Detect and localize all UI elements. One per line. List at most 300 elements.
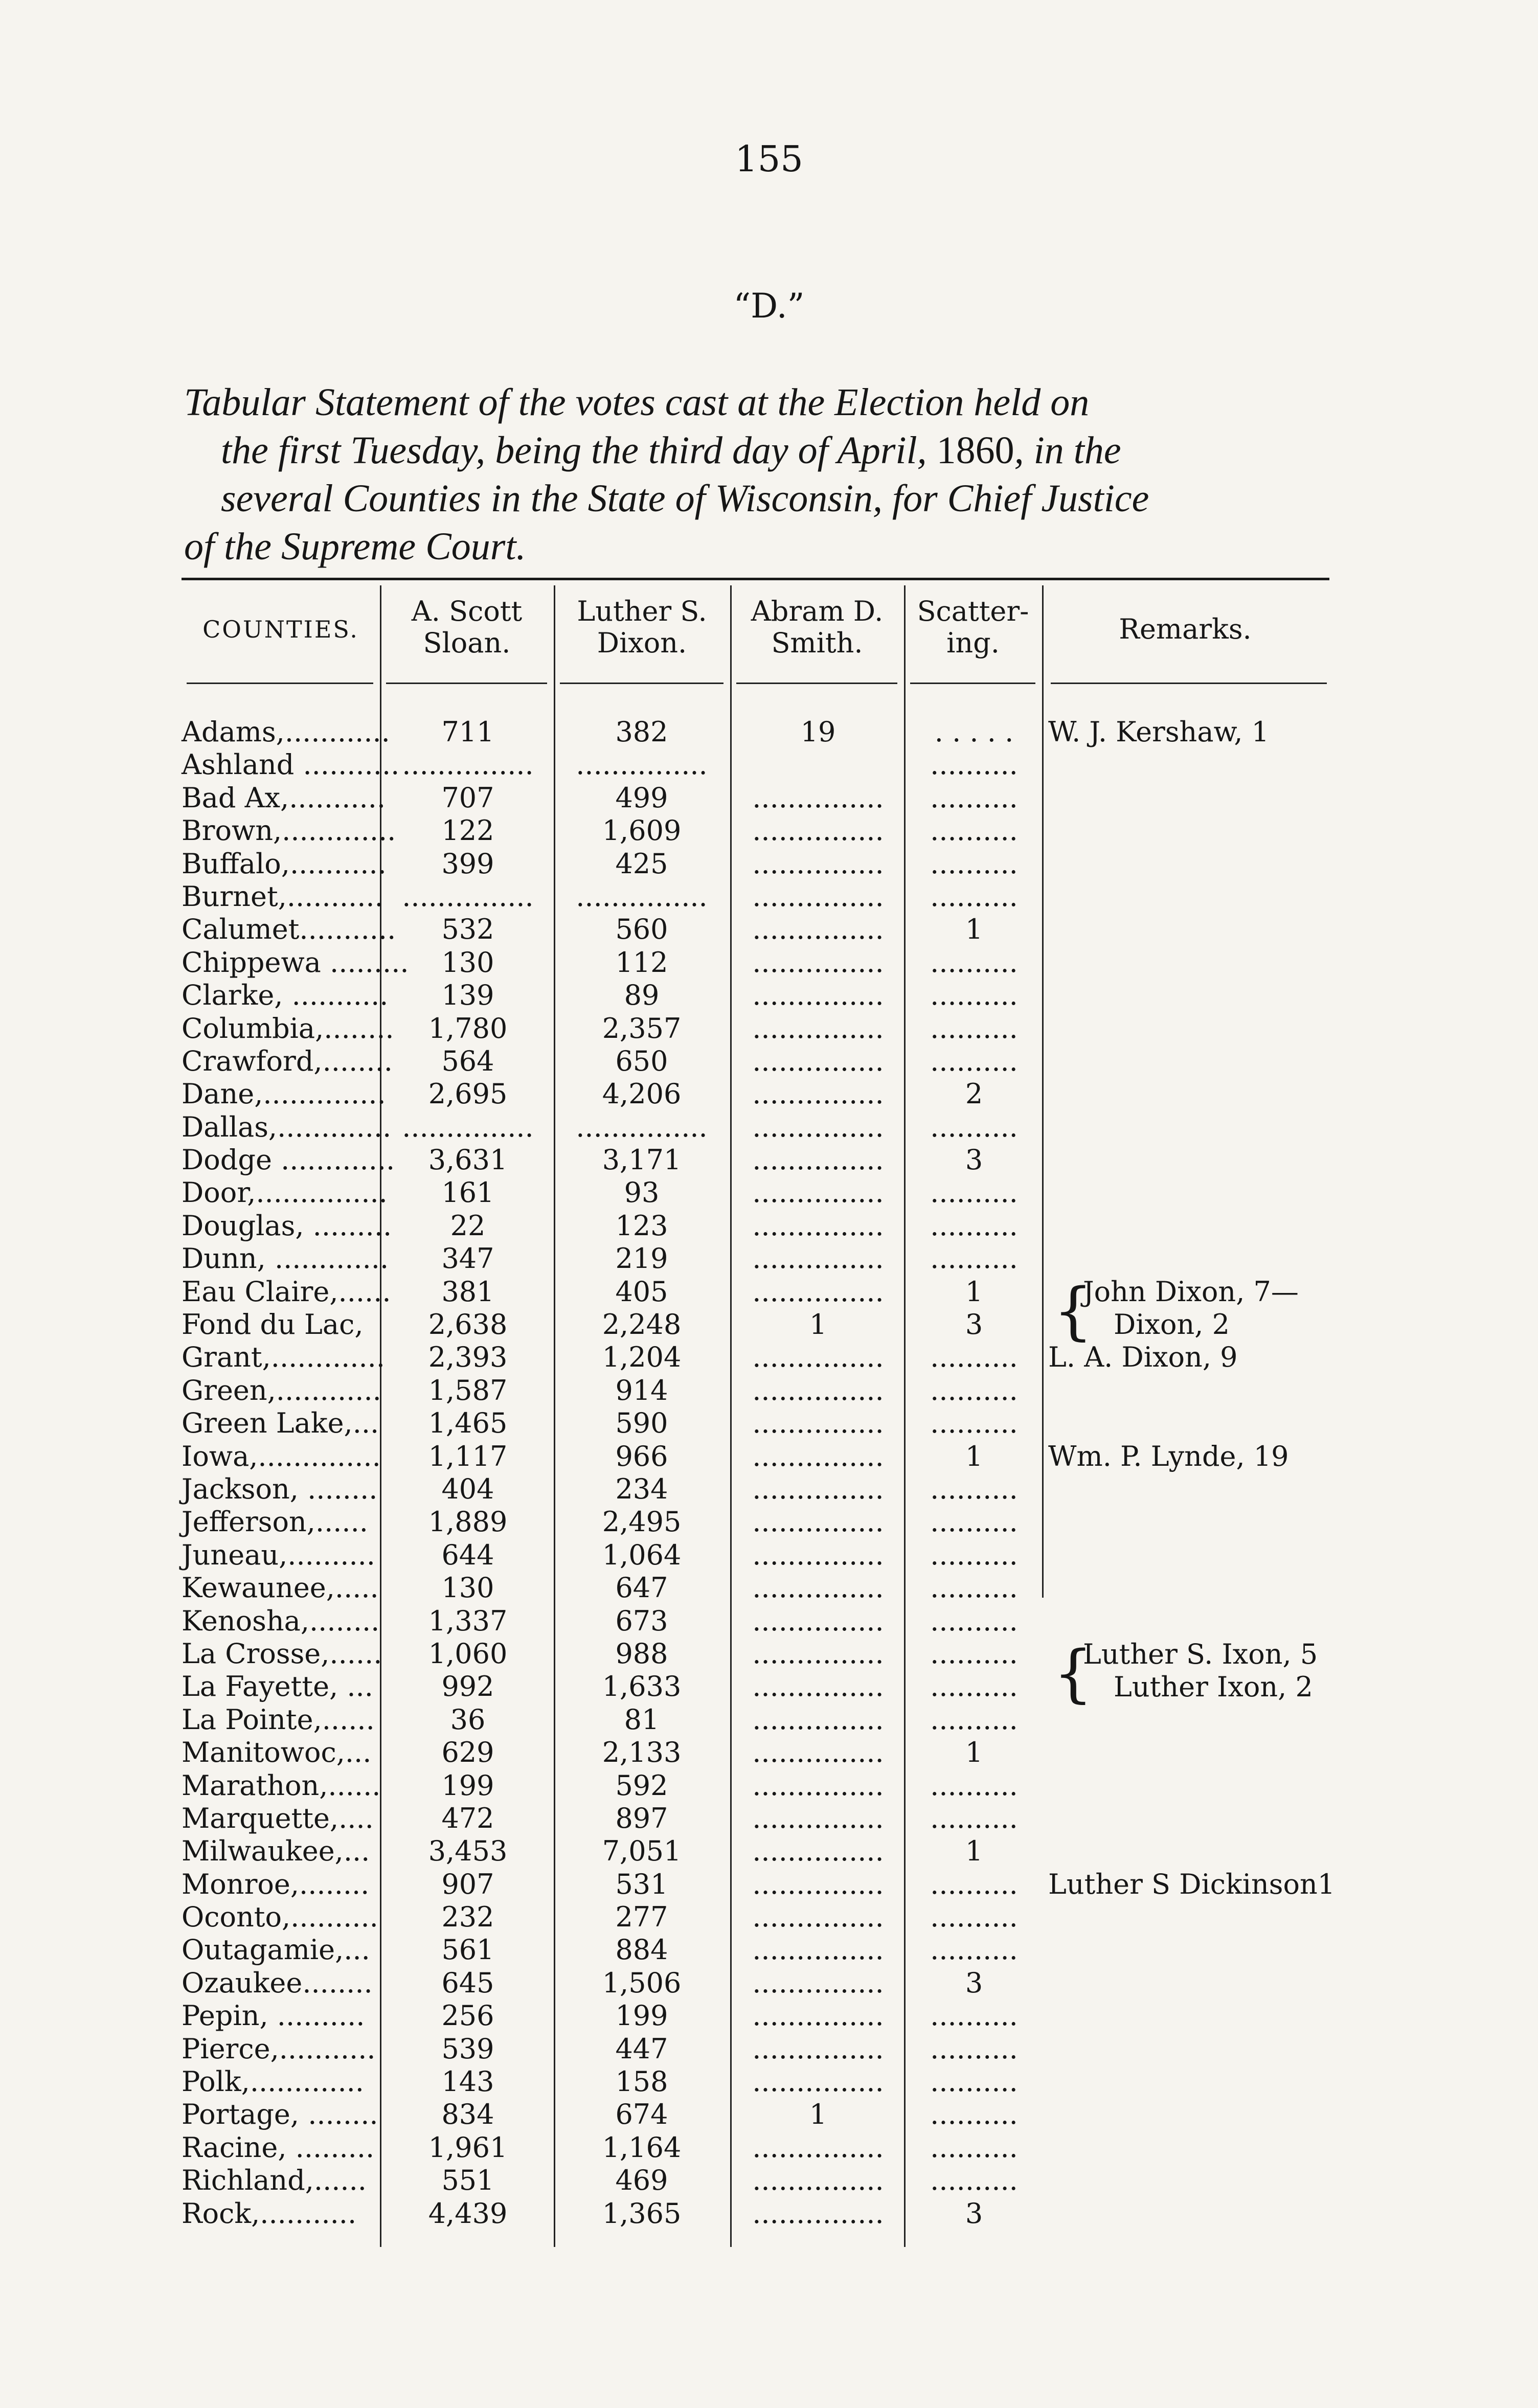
smith-votes: ...............: [752, 2197, 884, 2230]
smith-votes: ...............: [752, 1637, 884, 1670]
sloan-votes: 645: [441, 1966, 494, 1999]
header-dixon-line-2: Dixon.: [597, 627, 687, 659]
smith-votes: ...............: [752, 1868, 884, 1900]
smith-votes: ...............: [752, 1506, 884, 1538]
dixon-votes: 650: [615, 1044, 668, 1077]
scattering-votes: 3: [965, 1308, 983, 1341]
county-cell: Clarke, ...........: [182, 979, 389, 1012]
sloan-votes: 3,453: [428, 1835, 508, 1868]
heading: “D.”: [733, 286, 805, 326]
sloan-votes: 644: [441, 1538, 494, 1571]
table-row: [182, 1802, 1329, 1835]
sloan-votes: 551: [441, 2164, 494, 2197]
county-cell: Marathon,......: [182, 1769, 381, 1802]
sloan-votes: 539: [441, 2032, 494, 2065]
scattering-votes: ..........: [930, 1209, 1018, 1242]
scattering-votes: ..........: [930, 1374, 1018, 1406]
dixon-votes: 7,051: [602, 1835, 682, 1868]
sloan-votes: 2,695: [428, 1078, 508, 1110]
dixon-votes: 425: [615, 847, 668, 880]
table-body: [182, 716, 1336, 2230]
table-row: [182, 1012, 1329, 1045]
table-row: [182, 2164, 1329, 2197]
scattering-votes: ..........: [930, 1769, 1018, 1802]
table-row: [182, 1539, 1329, 1572]
dixon-votes: 673: [615, 1604, 668, 1637]
brace-glyph: {: [1053, 1275, 1093, 1347]
dixon-votes: 2,248: [602, 1308, 682, 1341]
dixon-votes: 469: [615, 2164, 668, 2197]
sloan-votes: 1,060: [428, 1637, 508, 1670]
table-row: [182, 1506, 1329, 1538]
title-line-2-start: the first Tuesday, being the third day of April,: [221, 429, 927, 472]
dixon-votes: 1,609: [602, 814, 682, 847]
header-sloan-line-1: A. Scott: [411, 595, 523, 627]
county-cell: La Crosse,......: [182, 1637, 382, 1670]
county-cell: Kenosha,........: [182, 1604, 380, 1637]
county-cell: Jackson, ........: [182, 1472, 378, 1505]
county-cell: Jefferson,......: [182, 1506, 368, 1538]
table-row: [182, 1374, 1329, 1407]
scattering-votes: ..........: [930, 847, 1018, 880]
table-row: [182, 1901, 1329, 1934]
scattering-votes: ..........: [930, 979, 1018, 1012]
sloan-votes: 3,631: [428, 1144, 508, 1176]
county-cell: Fond du Lac,: [182, 1308, 364, 1341]
scattering-votes: ..........: [930, 1637, 1018, 1670]
sloan-votes: 36: [450, 1703, 486, 1736]
header-rule: [560, 683, 723, 684]
smith-votes: ...............: [752, 1472, 884, 1505]
table-row: [182, 1769, 1329, 1802]
scattering-votes: ..........: [930, 1110, 1018, 1143]
dixon-votes: 592: [615, 1769, 668, 1802]
smith-votes: ...............: [752, 880, 884, 913]
county-cell: Kewaunee,.....: [182, 1572, 379, 1604]
sloan-votes: 2,638: [428, 1308, 508, 1341]
county-cell: Juneau,..........: [182, 1538, 375, 1571]
county-cell: Bad Ax,...........: [182, 781, 386, 814]
sloan-votes: 4,439: [428, 2197, 508, 2230]
scattering-votes: 1: [965, 1275, 983, 1308]
table-row: [182, 1703, 1329, 1736]
table-row: [182, 979, 1329, 1012]
dixon-votes: 560: [615, 913, 668, 946]
smith-votes: ...............: [752, 1703, 884, 1736]
smith-votes: ...............: [752, 1209, 884, 1242]
table-row: [182, 2033, 1329, 2065]
sloan-votes: 629: [441, 1736, 494, 1769]
sloan-votes: 711: [441, 716, 494, 748]
smith-votes: ...............: [752, 1176, 884, 1209]
dixon-votes: 81: [624, 1703, 660, 1736]
scattering-votes: ..........: [930, 1538, 1018, 1571]
smith-votes: 1: [809, 1308, 827, 1341]
scattering-votes: 3: [965, 1144, 983, 1176]
smith-votes: ...............: [752, 1604, 884, 1637]
header-remarks: Remarks.: [1119, 613, 1252, 645]
table-row: [182, 1440, 1329, 1473]
dixon-votes: 382: [615, 716, 668, 748]
smith-votes: ...............: [752, 946, 884, 979]
brace-remark-line: Luther Ixon, 2: [1114, 1671, 1313, 1703]
table-row: [182, 716, 1329, 748]
dixon-votes: 447: [615, 2032, 668, 2065]
scattering-votes: ..........: [930, 2000, 1018, 2032]
county-cell: Outagamie,...: [182, 1934, 370, 1966]
smith-votes: ...............: [752, 1736, 884, 1769]
table-row: [182, 2065, 1329, 2098]
scattering-votes: 1: [965, 913, 983, 946]
scattering-votes: ..........: [930, 1670, 1018, 1703]
table-row: [182, 1242, 1329, 1275]
smith-votes: ...............: [752, 1012, 884, 1044]
table-row: [182, 1934, 1329, 1966]
county-cell: Dunn, .............: [182, 1242, 389, 1275]
sloan-votes: ...............: [402, 748, 534, 781]
county-cell: Marquette,....: [182, 1802, 374, 1834]
dixon-votes: 123: [615, 1209, 668, 1242]
smith-votes: ...............: [752, 781, 884, 814]
sloan-votes: 2,393: [428, 1341, 508, 1374]
header-dixon-line-1: Luther S.: [577, 595, 707, 627]
votes-table: [182, 585, 1336, 2247]
table-row: [182, 748, 1329, 781]
sloan-votes: 1,587: [428, 1374, 508, 1406]
table-row: [182, 1341, 1329, 1374]
table-row: [182, 1473, 1329, 1506]
sloan-votes: 532: [441, 913, 494, 946]
sloan-votes: 1,117: [428, 1440, 508, 1472]
dixon-votes: 1,204: [602, 1341, 682, 1374]
header-scattering-line-2: ing.: [946, 627, 1000, 659]
scattering-votes: ..........: [930, 1802, 1018, 1834]
dixon-votes: 499: [615, 781, 668, 814]
sloan-votes: ...............: [402, 1110, 534, 1143]
scattering-votes: ..........: [930, 1341, 1018, 1374]
table-row: [182, 913, 1329, 946]
county-cell: Door,...............: [182, 1176, 388, 1209]
table-row: [182, 2197, 1329, 2230]
sloan-votes: 1,780: [428, 1012, 508, 1044]
table-row: [182, 1572, 1329, 1604]
sloan-votes: 130: [441, 1572, 494, 1604]
scattering-votes: ..........: [930, 2098, 1018, 2131]
smith-votes: ...............: [752, 1110, 884, 1143]
sloan-votes: 564: [441, 1044, 494, 1077]
dixon-votes: 966: [615, 1440, 668, 1472]
county-cell: Ozaukee........: [182, 1966, 373, 1999]
smith-votes: ...............: [752, 1144, 884, 1176]
county-cell: Buffalo,...........: [182, 847, 387, 880]
header-rule: [386, 683, 547, 684]
smith-votes: ...............: [752, 1275, 884, 1308]
smith-votes: 1: [809, 2098, 827, 2131]
scattering-votes: ..........: [930, 1012, 1018, 1044]
title-line-4: of the Supreme Court.: [184, 525, 526, 568]
sloan-votes: ...............: [402, 880, 534, 913]
dixon-votes: 1,633: [602, 1670, 682, 1703]
remarks-cell: Wm. P. Lynde, 19: [1048, 1440, 1289, 1472]
sloan-votes: 707: [441, 781, 494, 814]
dixon-votes: 1,506: [602, 1966, 682, 1999]
dixon-votes: 647: [615, 1572, 668, 1604]
dixon-votes: 93: [624, 1176, 660, 1209]
scattering-votes: ..........: [930, 2131, 1018, 2164]
table-row: [182, 946, 1329, 979]
scattering-votes: ..........: [930, 1703, 1018, 1736]
smith-votes: ...............: [752, 1242, 884, 1275]
header-scattering: [904, 596, 1042, 659]
scattering-votes: ..........: [930, 1934, 1018, 1966]
dixon-votes: 234: [615, 1472, 668, 1505]
county-cell: Green Lake,...: [182, 1407, 379, 1440]
scattering-votes: 3: [965, 1966, 983, 1999]
table-row: [182, 880, 1329, 913]
dixon-votes: 199: [615, 2000, 668, 2032]
page-number: 155: [735, 138, 803, 180]
brace-glyph: {: [1053, 1637, 1093, 1710]
smith-votes: ...............: [752, 2000, 884, 2032]
table-title: [184, 378, 1360, 571]
county-cell: Burnet,...........: [182, 880, 383, 913]
county-cell: Columbia,........: [182, 1012, 394, 1044]
scattering-votes: ..........: [930, 2164, 1018, 2197]
smith-votes: ...............: [752, 2032, 884, 2065]
scattering-votes: ..........: [930, 1572, 1018, 1604]
smith-votes: ...............: [752, 1769, 884, 1802]
smith-votes: ...............: [752, 1802, 884, 1834]
dixon-votes: 988: [615, 1637, 668, 1670]
table-row: [182, 1111, 1329, 1144]
county-cell: La Pointe,......: [182, 1703, 375, 1736]
header-dixon: [554, 596, 730, 659]
smith-votes: ...............: [752, 1078, 884, 1110]
scattering-votes: ..........: [930, 2032, 1018, 2065]
county-cell: Manitowoc,...: [182, 1736, 372, 1769]
dixon-votes: 3,171: [602, 1144, 682, 1176]
county-cell: Milwaukee,...: [182, 1835, 370, 1868]
dixon-votes: 158: [615, 2065, 668, 2098]
dixon-votes: 89: [624, 979, 660, 1012]
table-row: [182, 1736, 1329, 1769]
header-scattering-line-1: Scatter-: [917, 595, 1029, 627]
table-row: [182, 1176, 1329, 1209]
county-cell: Green,............: [182, 1374, 381, 1406]
table-row: [182, 1835, 1329, 1868]
remarks-cell: W. J. Kershaw, 1: [1048, 716, 1270, 748]
dixon-votes: 112: [615, 946, 668, 979]
county-cell: Racine, .........: [182, 2131, 375, 2164]
dixon-votes: 531: [615, 1868, 668, 1900]
county-cell: Chippewa .........: [182, 946, 409, 979]
dixon-votes: 219: [615, 1242, 668, 1275]
sloan-votes: 347: [441, 1242, 494, 1275]
dixon-votes: 2,495: [602, 1506, 682, 1538]
smith-votes: ...............: [752, 1044, 884, 1077]
sloan-votes: 232: [441, 1901, 494, 1934]
top-rule: [182, 578, 1329, 580]
table-row: [182, 2000, 1329, 2032]
dixon-votes: ...............: [576, 880, 708, 913]
header-smith: [730, 596, 904, 659]
scattering-votes: ..........: [930, 880, 1018, 913]
sloan-votes: 992: [441, 1670, 494, 1703]
smith-votes: ...............: [752, 1440, 884, 1472]
header-rule: [736, 683, 897, 684]
county-cell: Monroe,........: [182, 1868, 370, 1900]
dixon-votes: 884: [615, 1934, 668, 1966]
sloan-votes: 381: [441, 1275, 494, 1308]
brace-remark-line: Dixon, 2: [1114, 1308, 1230, 1341]
table-row: [182, 782, 1329, 814]
dixon-votes: 1,164: [602, 2131, 682, 2164]
smith-votes: ...............: [752, 847, 884, 880]
smith-votes: ...............: [752, 1572, 884, 1604]
smith-votes: ...............: [752, 2131, 884, 2164]
sloan-votes: 1,961: [428, 2131, 508, 2164]
scattering-votes: ..........: [930, 1044, 1018, 1077]
sloan-votes: 1,465: [428, 1407, 508, 1440]
dixon-votes: 1,064: [602, 1538, 682, 1571]
scattering-votes: ..........: [930, 946, 1018, 979]
smith-votes: ...............: [752, 1901, 884, 1934]
sloan-votes: 22: [450, 1209, 486, 1242]
table-row: [182, 1078, 1329, 1110]
header-smith-line-2: Smith.: [771, 627, 863, 659]
county-cell: Crawford,........: [182, 1044, 393, 1077]
title-line-3: several Counties in the State of Wisconsin, for Chief Justice: [221, 477, 1149, 520]
table-row: [182, 814, 1329, 847]
table-row: [182, 848, 1329, 880]
scattering-votes: 3: [965, 2197, 983, 2230]
header-counties: COUNTIES.: [202, 616, 359, 643]
remarks-cell: Luther S Dickinson1: [1048, 1868, 1336, 1900]
scattering-votes: ..........: [930, 1407, 1018, 1440]
brace-remark-line: Luther S. Ixon, 5: [1083, 1638, 1318, 1670]
sloan-votes: 256: [441, 2000, 494, 2032]
dixon-votes: 590: [615, 1407, 668, 1440]
dixon-votes: 277: [615, 1901, 668, 1934]
scattering-votes: ..........: [930, 1868, 1018, 1900]
sloan-votes: 130: [441, 946, 494, 979]
smith-votes: ...............: [752, 1374, 884, 1406]
scattering-votes: 1: [965, 1736, 983, 1769]
dixon-votes: 1,365: [602, 2197, 682, 2230]
county-cell: Calumet...........: [182, 913, 396, 946]
sloan-votes: 907: [441, 1868, 494, 1900]
smith-votes: ...............: [752, 1670, 884, 1703]
header-sloan-line-2: Sloan.: [423, 627, 511, 659]
county-cell: Iowa,..............: [182, 1440, 381, 1472]
scattering-votes: ..........: [930, 748, 1018, 781]
dixon-votes: 4,206: [602, 1078, 682, 1110]
county-cell: Pepin, ..........: [182, 2000, 365, 2032]
county-cell: Oconto,..........: [182, 1901, 378, 1934]
sloan-votes: 199: [441, 1769, 494, 1802]
remarks-cell: L. A. Dixon, 9: [1048, 1341, 1238, 1374]
sloan-votes: 561: [441, 1934, 494, 1966]
sloan-votes: 404: [441, 1472, 494, 1505]
county-cell: Richland,......: [182, 2164, 367, 2197]
county-cell: Eau Claire,......: [182, 1275, 391, 1308]
smith-votes: ...............: [752, 2065, 884, 2098]
smith-votes: ...............: [752, 1934, 884, 1966]
scattering-votes: . . . . .: [934, 716, 1014, 748]
sloan-votes: 122: [441, 814, 494, 847]
county-cell: Grant,.............: [182, 1341, 385, 1374]
dixon-votes: 914: [615, 1374, 668, 1406]
brace-remark-line: John Dixon, 7—: [1083, 1276, 1299, 1308]
header-sloan: [380, 596, 554, 659]
sloan-votes: 139: [441, 979, 494, 1012]
county-cell: Pierce,...........: [182, 2032, 376, 2065]
header-smith-line-1: Abram D.: [751, 595, 884, 627]
scattering-votes: ..........: [930, 1506, 1018, 1538]
scattering-votes: ..........: [930, 1176, 1018, 1209]
scattering-votes: ..........: [930, 814, 1018, 847]
dixon-votes: 2,133: [602, 1736, 682, 1769]
title-line-1: Tabular Statement of the votes cast at the Election held on: [184, 381, 1090, 424]
smith-votes: ...............: [752, 1407, 884, 1440]
table-row: [182, 1144, 1329, 1176]
smith-votes: ...............: [752, 979, 884, 1012]
smith-votes: ...............: [752, 1966, 884, 1999]
smith-votes: ...............: [752, 1538, 884, 1571]
scattering-votes: ..........: [930, 1604, 1018, 1637]
dixon-votes: ...............: [576, 748, 708, 781]
scattering-votes: 1: [965, 1835, 983, 1868]
table-row: [182, 1210, 1329, 1242]
county-cell: Dallas,.............: [182, 1110, 392, 1143]
sloan-votes: 1,337: [428, 1604, 508, 1637]
header-rule: [1051, 683, 1327, 684]
smith-votes: ...............: [752, 913, 884, 946]
table-row: [182, 1407, 1329, 1440]
sloan-votes: 1,889: [428, 1506, 508, 1538]
header-rule: [910, 683, 1035, 684]
dixon-votes: ...............: [576, 1110, 708, 1143]
county-cell: Brown,.............: [182, 814, 396, 847]
scattering-votes: ..........: [930, 1901, 1018, 1934]
title-line-2-end: , in the: [1014, 429, 1121, 472]
smith-votes: ...............: [752, 2164, 884, 2197]
table-row: [182, 2131, 1329, 2164]
smith-votes: ...............: [752, 1835, 884, 1868]
table-row: [182, 2098, 1329, 2131]
dixon-votes: 897: [615, 1802, 668, 1834]
sloan-votes: 399: [441, 847, 494, 880]
sloan-votes: 834: [441, 2098, 494, 2131]
dixon-votes: 2,357: [602, 1012, 682, 1044]
scattering-votes: 1: [965, 1440, 983, 1472]
scattering-votes: ..........: [930, 1242, 1018, 1275]
title-line-2: [184, 426, 1360, 474]
table-row: [182, 1868, 1336, 1901]
header-rule: [187, 683, 373, 684]
county-cell: Polk,.............: [182, 2065, 364, 2098]
scattering-votes: ..........: [930, 2065, 1018, 2098]
scattering-votes: 2: [965, 1078, 983, 1110]
smith-votes: ...............: [752, 1341, 884, 1374]
sloan-votes: 161: [441, 1176, 494, 1209]
county-cell: Ashland ...........: [182, 748, 400, 781]
table-row: [182, 1605, 1329, 1638]
sloan-votes: 472: [441, 1802, 494, 1834]
smith-votes: 19: [800, 716, 836, 748]
table-row: [182, 1967, 1329, 2000]
scattering-votes: ..........: [930, 1472, 1018, 1505]
